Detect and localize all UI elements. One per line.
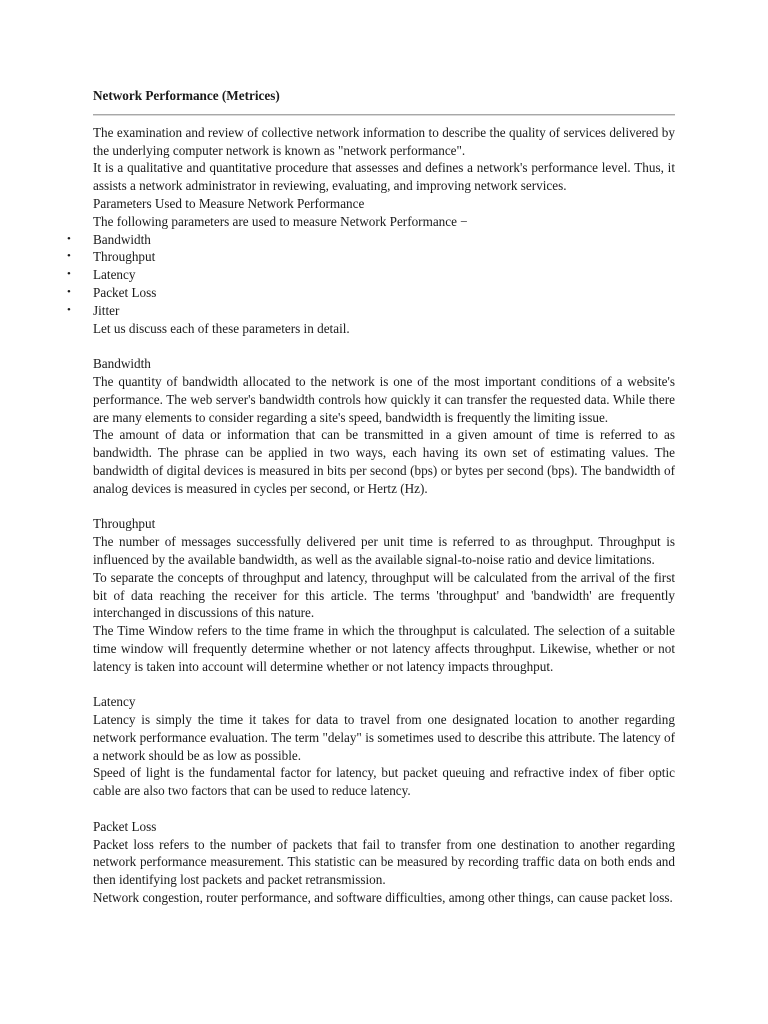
list-item (67, 248, 675, 266)
list-item (67, 302, 675, 320)
parameters-outro: Let us discuss each of these parameters in detail. (93, 320, 350, 336)
parameters-list (67, 231, 675, 320)
list-item-label: Jitter (93, 302, 120, 318)
list-item-label: Packet Loss (93, 284, 157, 300)
section-paragraph: Network congestion, router performance, and software difficulties, among other things, can cause packet loss. (93, 890, 673, 906)
section-paragraph: The number of messages successfully delivered per unit time is referred to as throughput. Throughput is influenced by the available bandwidth, as well as the available signal-to-noise ratio and device limitations. (93, 534, 675, 567)
list-item-label: Latency (93, 267, 136, 283)
bullet-icon: • (67, 303, 71, 316)
list-item (67, 231, 675, 249)
list-item (67, 284, 675, 302)
list-item (67, 266, 675, 284)
list-item-label: Throughput (93, 249, 156, 265)
section-paragraph: To separate the concepts of throughput and latency, throughput will be calculated from the arrival of the first bit of data reaching the receiver for this article. The terms 'throughput' and 'bandwidth' are frequently interchanged in discussions of this nature. (93, 569, 675, 621)
bullet-icon: • (67, 250, 71, 263)
section-paragraph: The quantity of bandwidth allocated to the network is one of the most important conditions of a website's performance. The web server's bandwidth controls how quickly it can transfer the requested data. While there are many elements to consider regarding a site's speed, bandwidth is frequently the limiting issue. (93, 373, 675, 425)
intro-paragraph-1: The examination and review of collective network information to describe the quality of services delivered by the underlying computer network is known as "network performance". (93, 124, 675, 158)
section-packet-loss (93, 818, 675, 907)
section-latency (93, 693, 675, 800)
section-paragraph: The amount of data or information that can be transmitted in a given amount of time is referred to as bandwidth. The phrase can be applied in two ways, each having its own set of estimating values. The bandwidth of digital devices is measured in bits per second (bps) or bytes per second (bps). The bandwidth of analog devices is measured in cycles per second, or Hertz (Hz). (93, 427, 675, 496)
intro-paragraph-2: It is a qualitative and quantitative procedure that assesses and defines a network's performance level. Thus, it assists a network administrator in reviewing, evaluating, and improving network services. (93, 160, 675, 194)
parameters-lead-in: The following parameters are used to measure Network Performance − (93, 213, 468, 229)
section-heading: Throughput (93, 516, 156, 532)
bullet-icon: • (67, 232, 71, 245)
section-heading: Bandwidth (93, 356, 151, 372)
bullet-icon: • (67, 285, 71, 298)
title-divider (93, 114, 675, 116)
document-title: Network Performance (Metrices) (93, 88, 280, 103)
section-throughput (93, 515, 675, 675)
section-paragraph: Latency is simply the time it takes for data to travel from one designated location to another regarding network performance evaluation. The term "delay" is sometimes used to describe this attribute. The latency of a network should be as low as possible. (93, 712, 675, 763)
section-heading: Packet Loss (93, 818, 157, 834)
list-item-label: Bandwidth (93, 231, 151, 247)
parameters-subheading: Parameters Used to Measure Network Performance (93, 195, 365, 211)
section-heading: Latency (93, 694, 136, 710)
section-paragraph: Packet loss refers to the number of packets that fail to transfer from one destination to another regarding network performance measurement. This statistic can be measured by recording traffic data on both ends and then identifying lost packets and packet retransmission. (93, 836, 675, 888)
section-paragraph: Speed of light is the fundamental factor for latency, but packet queuing and refractive index of fiber optic cable are also two factors that can be used to reduce latency. (93, 765, 675, 799)
bullet-icon: • (67, 268, 71, 281)
document-page (67, 87, 675, 907)
section-bandwidth (93, 355, 675, 497)
section-paragraph: The Time Window refers to the time frame in which the throughput is calculated. The selection of a suitable time window will frequently determine whether or not latency affects throughput. Likewise, whether or not latency is taken into account will determine whether or not latency impacts throughput. (93, 623, 675, 674)
